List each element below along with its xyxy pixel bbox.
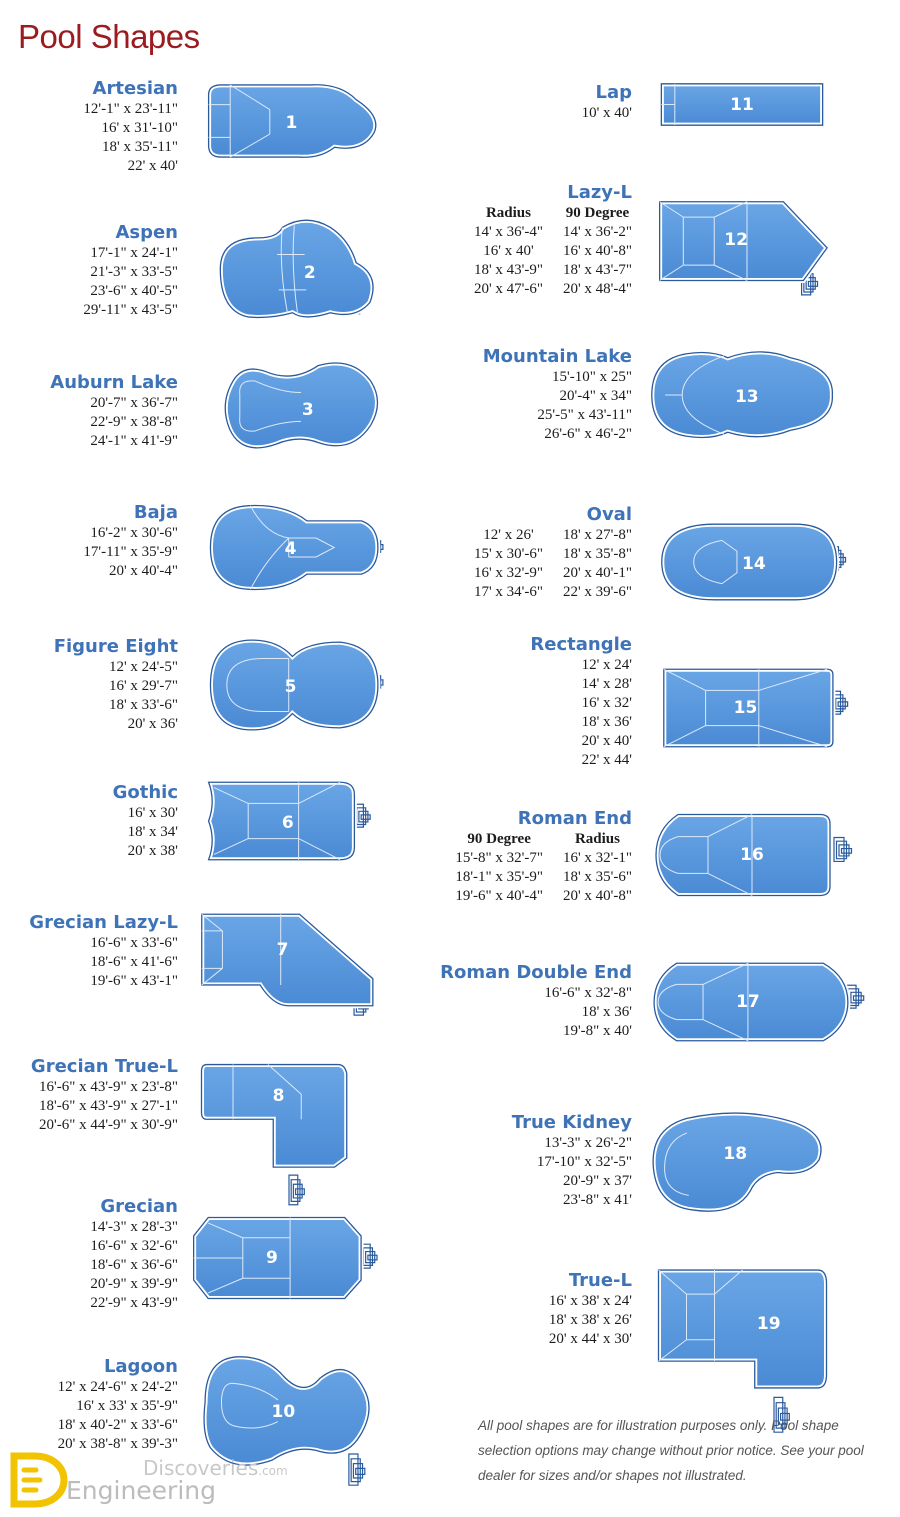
pool-body: [202, 1065, 347, 1168]
dimension-line: 20' x 40'-8": [562, 888, 632, 904]
dimension-line: 26'-6" x 46'-2": [544, 426, 632, 442]
dimension-line: 21'-3" x 33'-5": [90, 264, 178, 280]
pool-name: Gothic: [112, 782, 178, 803]
pool-shape-11: [658, 81, 826, 128]
pool-entry-1: [83, 78, 178, 176]
dimension-line: 17' x 34'-6": [473, 584, 543, 600]
pool-entry-14: [474, 504, 632, 602]
pool-name: True Kidney: [511, 1112, 632, 1133]
dimension-line: 15' x 30'-6": [473, 546, 543, 562]
pool-entry-11: [582, 82, 632, 123]
dimension-line: 15'-8" x 32'-7": [455, 850, 543, 866]
dimension-line: 23'-6" x 40'-5": [90, 283, 178, 299]
page-title: Pool Shapes: [18, 18, 200, 55]
dimension-line: 18' x 38' x 26': [548, 1312, 632, 1328]
pool-entry-19: [549, 1270, 632, 1349]
pool-number: 5: [284, 677, 297, 698]
pool-dimensions: [90, 1218, 178, 1313]
pool-name: Baja: [133, 502, 178, 523]
dimension-line: 20' x 38'-8" x 39'-3": [57, 1436, 178, 1452]
dimension-line: 18'-1" x 35'-9": [455, 869, 543, 885]
dimension-line: 20'-9" x 37': [562, 1173, 632, 1189]
pool-dimensions: [440, 984, 632, 1041]
pool-number: 1: [285, 112, 298, 133]
dimension-line: 20' x 36': [127, 716, 178, 732]
dimension-column: [474, 526, 543, 602]
pool-number: 14: [742, 553, 766, 574]
dimension-line: 12' x 24': [581, 657, 632, 673]
pool-body: [220, 220, 373, 317]
pool-name: Roman End: [517, 808, 632, 829]
pool-number: 2: [303, 263, 316, 284]
dimension-line: 18' x 27'-8": [562, 527, 632, 543]
pool-entry-10: [58, 1356, 178, 1454]
watermark-top-text: Discoveries.com: [143, 1456, 288, 1480]
engineering-logo-icon: [10, 1452, 68, 1508]
pool-shape-3: [216, 358, 386, 454]
pool-dimensions: [58, 1378, 178, 1454]
dimension-line: 20'-9" x 39'-9": [90, 1276, 178, 1292]
dimension-line: 19'-6" x 40'-4": [455, 888, 543, 904]
pool-name: Rectangle: [530, 634, 632, 655]
watermark-logo: [10, 1452, 290, 1508]
pool-name: Lap: [595, 82, 632, 103]
pool-entry-17: [440, 962, 632, 1041]
dimension-line: 20' x 48'-4": [562, 281, 632, 297]
dimension-line: 12'-1" x 23'-11": [83, 101, 178, 117]
pool-shape-5: [205, 634, 387, 736]
pool-diagram: [198, 908, 386, 1012]
pool-number: 7: [276, 939, 289, 960]
pool-name: Oval: [586, 504, 632, 525]
dimension-line: 18' x 43'-9": [473, 262, 543, 278]
dimension-line: 16' x 30': [127, 805, 178, 821]
pool-dimensions: [83, 524, 178, 581]
dimension-columns: [455, 830, 632, 906]
column-heading: 90 Degree: [565, 205, 630, 221]
pool-entry-16: [455, 808, 632, 906]
pool-diagram: [210, 215, 382, 319]
dimension-line: 20'-6" x 44'-9" x 30'-9": [39, 1117, 178, 1133]
pool-number: 8: [272, 1086, 285, 1107]
dimension-line: 18' x 35'-6": [562, 869, 632, 885]
pool-entry-8: [31, 1056, 178, 1135]
dimension-line: 24'-1" x 41'-9": [90, 433, 178, 449]
pool-shape-9: [190, 1212, 372, 1304]
pool-name: Aspen: [115, 222, 178, 243]
dimension-line: 16' x 29'-7": [108, 678, 178, 694]
pool-entry-2: [83, 222, 178, 320]
pool-shape-16: [652, 809, 852, 901]
dimension-line: 19'-6" x 43'-1": [90, 973, 178, 989]
pool-name: Roman Double End: [440, 962, 632, 983]
pool-shape-17: [650, 958, 854, 1046]
dimension-line: 20' x 40'-4": [108, 563, 178, 579]
pool-shape-6: [205, 777, 385, 865]
dimension-line: 17'-10" x 32'-5": [536, 1154, 632, 1170]
dimension-line: 18'-6" x 36'-6": [90, 1257, 178, 1273]
pool-entry-9: [90, 1196, 178, 1313]
dimension-line: 25'-5" x 43'-11": [537, 407, 632, 423]
dimension-line: 16' x 38' x 24': [548, 1293, 632, 1309]
pool-entry-6: [113, 782, 178, 861]
pool-number: 15: [733, 698, 758, 718]
pool-name: Grecian Lazy-L: [29, 912, 178, 933]
pool-shape-8: [198, 1060, 373, 1174]
dimension-line: 16' x 33' x 35'-9": [76, 1398, 178, 1414]
dimension-line: 16'-6" x 32'-6": [90, 1238, 178, 1254]
pool-diagram: [205, 777, 385, 865]
pool-body: [659, 1270, 827, 1388]
pool-name: Mountain Lake: [482, 346, 632, 367]
pool-name: Artesian: [92, 78, 178, 99]
dimension-line: 16'-6" x 32'-8": [544, 985, 632, 1001]
pool-number: 18: [723, 1143, 748, 1164]
dimension-line: 20'-4" x 34": [559, 388, 632, 404]
dimension-columns: [474, 526, 632, 602]
pool-steps: [834, 838, 852, 862]
dimension-line: 13'-3" x 26'-2": [544, 1135, 632, 1151]
pool-shape-4: [205, 500, 387, 595]
pool-dimensions: [29, 934, 178, 991]
pool-dimensions: [83, 100, 178, 176]
dimension-line: 17'-1" x 24'-1": [90, 245, 178, 261]
dimension-line: 12' x 24'-5": [108, 659, 178, 675]
pool-shape-1: [205, 80, 385, 162]
dimension-line: 22'-9" x 43'-9": [90, 1295, 178, 1311]
dimension-line: 20' x 40'-1": [562, 565, 632, 581]
pool-number: 16: [740, 845, 764, 865]
pool-dimensions: [50, 394, 178, 451]
pool-number: 12: [724, 230, 748, 251]
pool-dimensions: [54, 658, 178, 734]
pool-name: Grecian: [100, 1196, 178, 1217]
dimension-column: [474, 204, 543, 299]
dimension-line: 20' x 38': [127, 843, 178, 859]
pool-shape-7: [198, 908, 386, 1012]
pool-entry-12: [474, 182, 632, 299]
dimension-line: 22' x 44': [581, 752, 632, 768]
pool-entry-3: [50, 372, 178, 451]
dimension-line: 18' x 35'-8": [562, 546, 632, 562]
dimension-line: 14'-3" x 28'-3": [90, 1219, 178, 1235]
dimension-line: 22' x 39'-6": [562, 584, 632, 600]
pool-shape-2: [210, 215, 382, 319]
pool-shape-15: [660, 664, 850, 752]
dimension-line: 18' x 36': [581, 714, 632, 730]
dimension-line: 18' x 33'-6": [108, 697, 178, 713]
pool-shape-12: [656, 196, 838, 292]
pool-entry-13: [483, 346, 632, 444]
pool-dimensions: [582, 104, 632, 123]
pool-steps: [349, 1454, 365, 1485]
pool-diagram: [198, 1060, 373, 1174]
dimension-line: 20' x 47'-6": [473, 281, 543, 297]
dimension-line: 16' x 31'-10": [101, 120, 178, 136]
dimension-line: 16'-6" x 33'-6": [90, 935, 178, 951]
disclaimer-note: All pool shapes are for illustration purposes only. Pool shape selection options may change without prior notice. See your pool dealer for sizes and/or shapes not illustrated.: [478, 1418, 864, 1483]
pool-shape-19: [655, 1262, 830, 1396]
pool-dimensions: [483, 368, 632, 444]
dimension-line: 16'-2" x 30'-6": [90, 525, 178, 541]
pool-name: Auburn Lake: [50, 372, 178, 393]
dimension-line: 23'-8" x 41': [562, 1192, 632, 1208]
watermark-bottom-text: Engineering: [66, 1476, 216, 1505]
pool-name: Grecian True-L: [30, 1056, 178, 1077]
pool-shape-14: [658, 517, 846, 607]
dimension-line: 20'-7" x 36'-7": [90, 395, 178, 411]
dimension-columns: [474, 204, 632, 299]
column-heading: Radius: [485, 205, 531, 221]
dimension-line: 14' x 28': [581, 676, 632, 692]
dimension-line: 16' x 40': [483, 243, 534, 259]
pool-name: Lazy-L: [567, 182, 632, 203]
dimension-line: 18' x 35'-11": [102, 139, 178, 155]
pool-dimensions: [512, 1134, 632, 1210]
dimension-line: 18'-6" x 43'-9" x 27'-1": [39, 1098, 178, 1114]
dimension-line: 18' x 34': [127, 824, 178, 840]
pool-body: [202, 914, 373, 1006]
dimension-line: 29'-11" x 43'-5": [83, 302, 178, 318]
pool-number: 17: [736, 992, 760, 1012]
pool-number: 4: [284, 539, 297, 560]
dimension-line: 20' x 44' x 30': [548, 1331, 632, 1347]
pool-number: 13: [734, 386, 759, 407]
dimension-line: 14' x 36'-2": [562, 224, 632, 240]
dimension-line: 22'-9" x 38'-8": [90, 414, 178, 430]
dimension-line: 19'-8" x 40': [562, 1023, 632, 1039]
pool-entry-5: [54, 636, 178, 734]
dimension-line: 20' x 40': [581, 733, 632, 749]
pool-dimensions: [113, 804, 178, 861]
pool-name: True-L: [568, 1270, 632, 1291]
column-heading: 90 Degree: [467, 831, 531, 847]
dimension-line: 17'-11" x 35'-9": [83, 544, 178, 560]
dimension-line: 16' x 32'-1": [562, 850, 632, 866]
pool-name: Lagoon: [103, 1356, 178, 1377]
pool-diagram: [655, 1262, 830, 1396]
dimension-line: 18'-6" x 41'-6": [90, 954, 178, 970]
dimension-line: 10' x 40': [581, 105, 632, 121]
pool-shape-18: [646, 1108, 832, 1212]
dimension-line: 18' x 43'-7": [562, 262, 632, 278]
pool-number: 9: [265, 1248, 278, 1268]
pool-number: 3: [301, 399, 314, 420]
column-heading: Radius: [574, 831, 620, 847]
pool-entry-7: [29, 912, 178, 991]
pool-dimensions: [549, 1292, 632, 1349]
dimension-column: [563, 204, 632, 299]
pool-entry-4: [83, 502, 178, 581]
pool-steps: [289, 1175, 304, 1205]
dimension-column: [563, 526, 632, 602]
pool-number: 11: [730, 95, 754, 116]
dimension-line: 14' x 36'-4": [473, 224, 543, 240]
pool-entry-18: [512, 1112, 632, 1210]
pool-dimensions: [530, 656, 632, 770]
pool-name: Figure Eight: [53, 636, 178, 657]
dimension-line: 16' x 32': [581, 695, 632, 711]
dimension-column: [455, 830, 543, 906]
pool-number: 10: [271, 1402, 296, 1422]
dimension-line: 16' x 32'-9": [473, 565, 543, 581]
dimension-line: 18' x 40'-2" x 33'-6": [57, 1417, 178, 1433]
dimension-column: [563, 830, 632, 906]
pool-diagram: [190, 1212, 372, 1304]
pool-shape-13: [648, 346, 838, 444]
dimension-line: 15'-10" x 25": [552, 369, 632, 385]
dimension-line: 12' x 24'-6" x 24'-2": [57, 1379, 178, 1395]
pool-entry-15: [530, 634, 632, 770]
pool-dimensions: [31, 1078, 178, 1135]
pool-dimensions: [83, 244, 178, 320]
dimension-line: 16'-6" x 43'-9" x 23'-8": [39, 1079, 178, 1095]
dimension-line: 16' x 40'-8": [562, 243, 632, 259]
dimension-line: 12' x 26': [483, 527, 534, 543]
pool-number: 6: [281, 812, 294, 833]
pool-number: 19: [756, 1313, 781, 1334]
dimension-line: 22' x 40': [127, 158, 178, 174]
dimension-line: 18' x 36': [581, 1004, 632, 1020]
